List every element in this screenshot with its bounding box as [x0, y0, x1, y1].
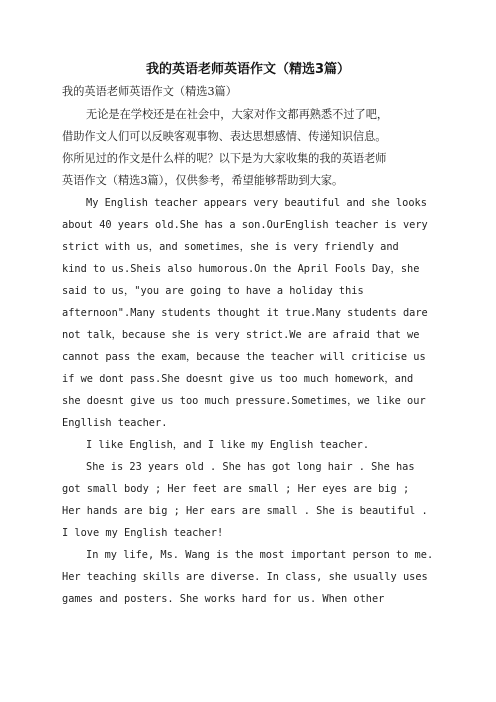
paragraph-line: cannot pass the exam，because the teacher will criticise us [62, 351, 426, 363]
paragraph-2 [62, 434, 442, 456]
intro-line: 借助作文人们可以反映客观事物、表达思想感情、传递知识信息。 [62, 130, 387, 143]
paragraph-line: if we dont pass.She doesnt give us too much homework，and [62, 373, 414, 385]
paragraph-3 [62, 456, 442, 544]
intro-paragraph [62, 104, 442, 192]
intro-line: 英语作文（精选3篇），仅供参考，希望能够帮助到大家。 [62, 174, 344, 187]
paragraph-line: not talk，because she is very strict.We are afraid that we [62, 329, 420, 341]
paragraph-1 [62, 192, 442, 434]
paragraph-line: In my life, Ms. Wang is the most important person to me. [86, 549, 434, 561]
paragraph-line: kind to us.Sheis also humorous.On the April Fools Day，she [62, 263, 420, 275]
paragraph-line: My English teacher appears very beautiful and she looks [86, 197, 427, 209]
paragraph-line: strict with us，and sometimes，she is very friendly and [62, 241, 399, 253]
paragraph-line: Her hands are big ; Her ears are small . She is beautiful . [62, 505, 428, 517]
intro-line: 你所见过的作文是什么样的呢？以下是为大家收集的我的英语老师 [62, 152, 387, 165]
paragraph-line: I love my English teacher! [62, 527, 224, 539]
document-subtitle: 我的英语老师英语作文（精选3篇） [62, 85, 237, 98]
paragraph-line: games and posters. She works hard for us. When other [62, 593, 385, 605]
paragraph-line: she doesnt give us too much pressure.Sometimes，we like our [62, 395, 426, 407]
paragraph-line: She is 23 years old . She has got long hair . She has [86, 461, 415, 473]
intro-line: 无论是在学校还是在社会中，大家对作文都再熟悉不过了吧， [86, 108, 389, 121]
paragraph-line: Her teaching skills are diverse. In class, she usually uses [62, 571, 428, 583]
paragraph-line: about 40 years old.She has a son.OurEnglish teacher is very [62, 219, 428, 231]
paragraph-4 [62, 544, 442, 610]
document-title: 我的英语老师英语作文（精选3篇） [145, 62, 351, 77]
paragraph-line: said to us，"you are going to have a holiday this [62, 285, 364, 297]
paragraph-line: Engllish teacher. [62, 417, 168, 429]
paragraph-line: afternoon".Many students thought it true.Many students dare [62, 307, 428, 319]
paragraph-line: I like English，and I like my English teacher. [86, 439, 370, 451]
paragraph-line: got small body ; Her feet are small ; Her eyes are big ; [62, 483, 410, 495]
